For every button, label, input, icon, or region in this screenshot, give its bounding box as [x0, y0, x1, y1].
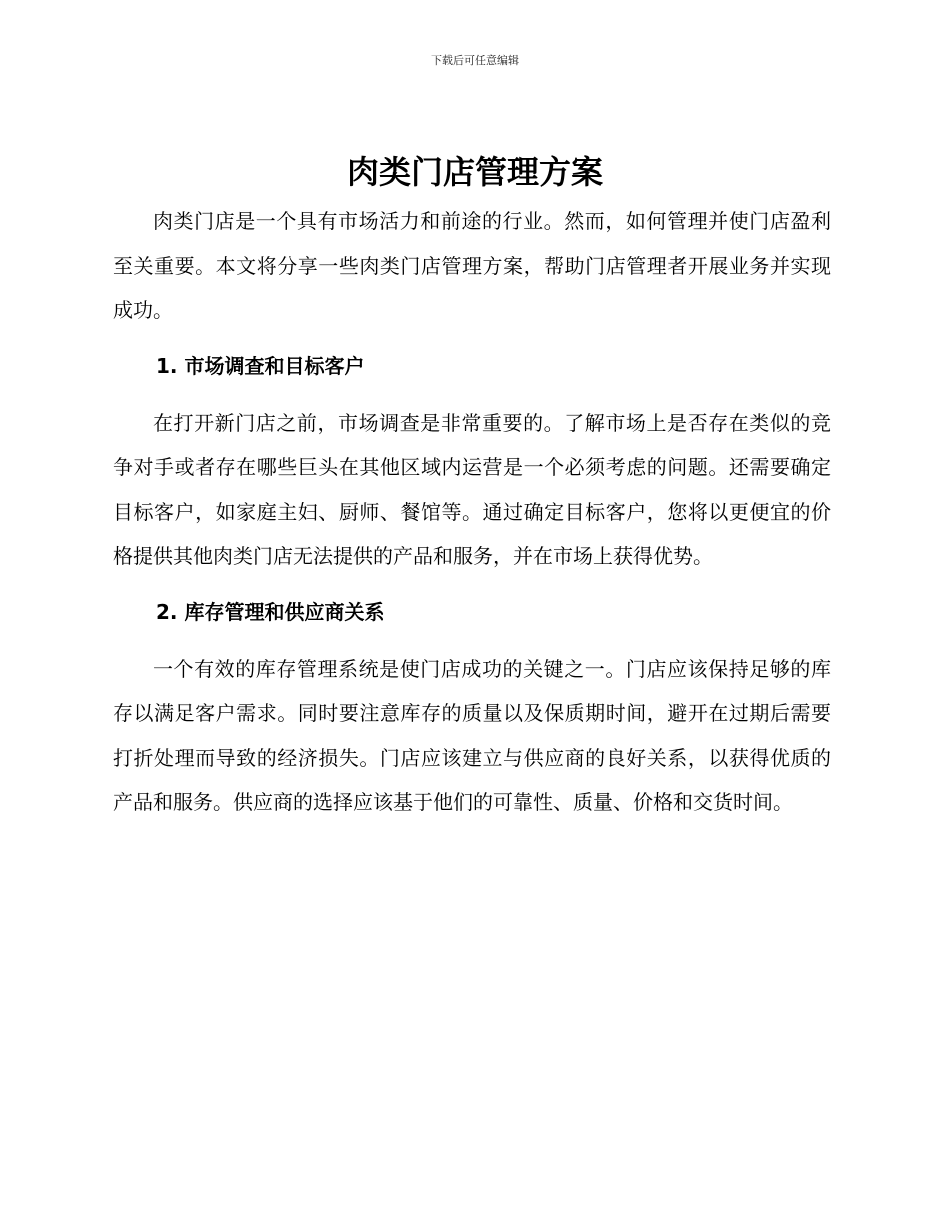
- section-heading-inventory: 2. 库存管理和供应商关系: [156, 599, 385, 624]
- document-title: 肉类门店管理方案: [346, 153, 603, 191]
- intro-paragraph: 肉类门店是一个具有市场活力和前途的行业。然而，如何管理并使门店盈利至关重要。本文将分享一些肉类门店管理方案，帮助门店管理者开展业务并实现成功。: [113, 209, 831, 322]
- section-body-market-research: 在打开新门店之前，市场调查是非常重要的。了解市场上是否存在类似的竞争对手或者存在哪些巨头在其他区域内运营是一个必须考虑的问题。还需要确定目标客户，如家庭主妇、厨师、餐馆等。通过确定目标客户，您将以更便宜的价格提供其他肉类门店无法提供的产品和服务，并在市场上获得优势。: [113, 410, 831, 568]
- document-body: [113, 199, 831, 825]
- page-header-note: 下载后可任意编辑: [431, 54, 519, 67]
- section-body-inventory: 一个有效的库存管理系统是使门店成功的关键之一。门店应该保持足够的库存以满足客户需求。同时要注意库存的质量以及保质期时间，避开在过期后需要打折处理而导致的经济损失。门店应该建立与供应商的良好关系，以获得优质的产品和服务。供应商的选择应该基于他们的可靠性、质量、价格和交货时间。: [113, 656, 831, 814]
- section-heading-market-research: 1. 市场调查和目标客户: [156, 353, 365, 378]
